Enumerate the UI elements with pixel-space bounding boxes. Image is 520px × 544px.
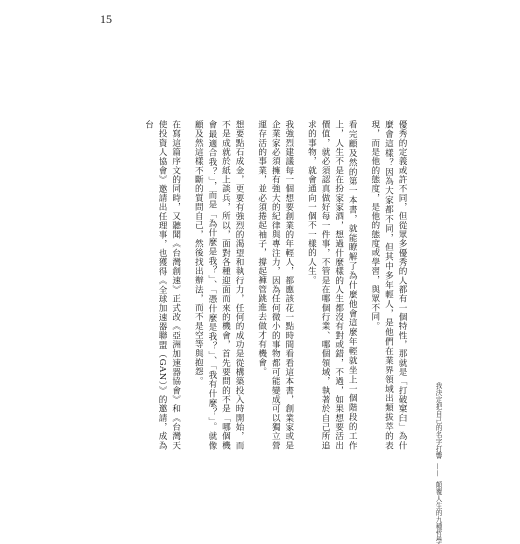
vertical-body-text: [78, 120, 408, 450]
paragraph-4: 想要點石成金，更要有強烈的渴望和執行力，任何的成功是從構築投入時開始，而不是成就於紙上談兵，所以，面對各種迎面而來的機會，首先要問的不是「哪個機會最適合我？」，而是「為什麼是我？」、「憑什麼是我？」、「我有什麼？」。就像顧及然這樣不斷的質問自己，然後找出辦法，而不是空等與抱怨。: [193, 120, 245, 450]
running-head: [434, 382, 442, 544]
paragraph-2: 看完顧及然的第一本書，就能瞭解了為什麼他會這麼年輕就坐上一個階段的工作上，人生不是在扮家家酒，想過什麼樣的人生都沒有對或錯，不過，如果想要活出價值，就必須認真做好每一件事，不管是在哪個行業、哪個領域，執著於自己所追求的事物，就會通向一個不一樣的人生。: [306, 120, 358, 450]
paragraph-1: 優秀的定義或許不同，但從眾多優秀的人都有一個特性，那就是「打破窠臼」為什麼會這樣？因為大家都不同，但其中多年輕人，是他們在業界領域出類拔萃的表現，而是他的態度，是他的態度或學習，與眾不同。: [369, 120, 407, 450]
paragraph-3: 我強烈建議每一個想要創業的年輕人，都應該花一點時間看看這本書，創業家或是企業家必須擁有強大的紀律與專注力，因為任何微小的事物都可能變成可以獨立營運存活的事業，並必須捲起袖子，撐起褲管跳進去做才有機會。: [256, 120, 294, 450]
running-head-separator: ——: [434, 463, 442, 477]
running-head-title: 我決定把自己的名字打響: [434, 382, 442, 459]
page-number: 15: [100, 12, 112, 26]
paragraph-5: 在寫這篇序文的同時，又聽聞《台灣創速》正式改《亞洲加速器協會》和《台灣天使投資人協會》邀請出任理事，也獲得《全球加速器聯盟（GAN）》的邀請，成為台: [143, 120, 181, 450]
running-head-subtitle: 顛覆人生的九種哲學: [434, 481, 442, 544]
